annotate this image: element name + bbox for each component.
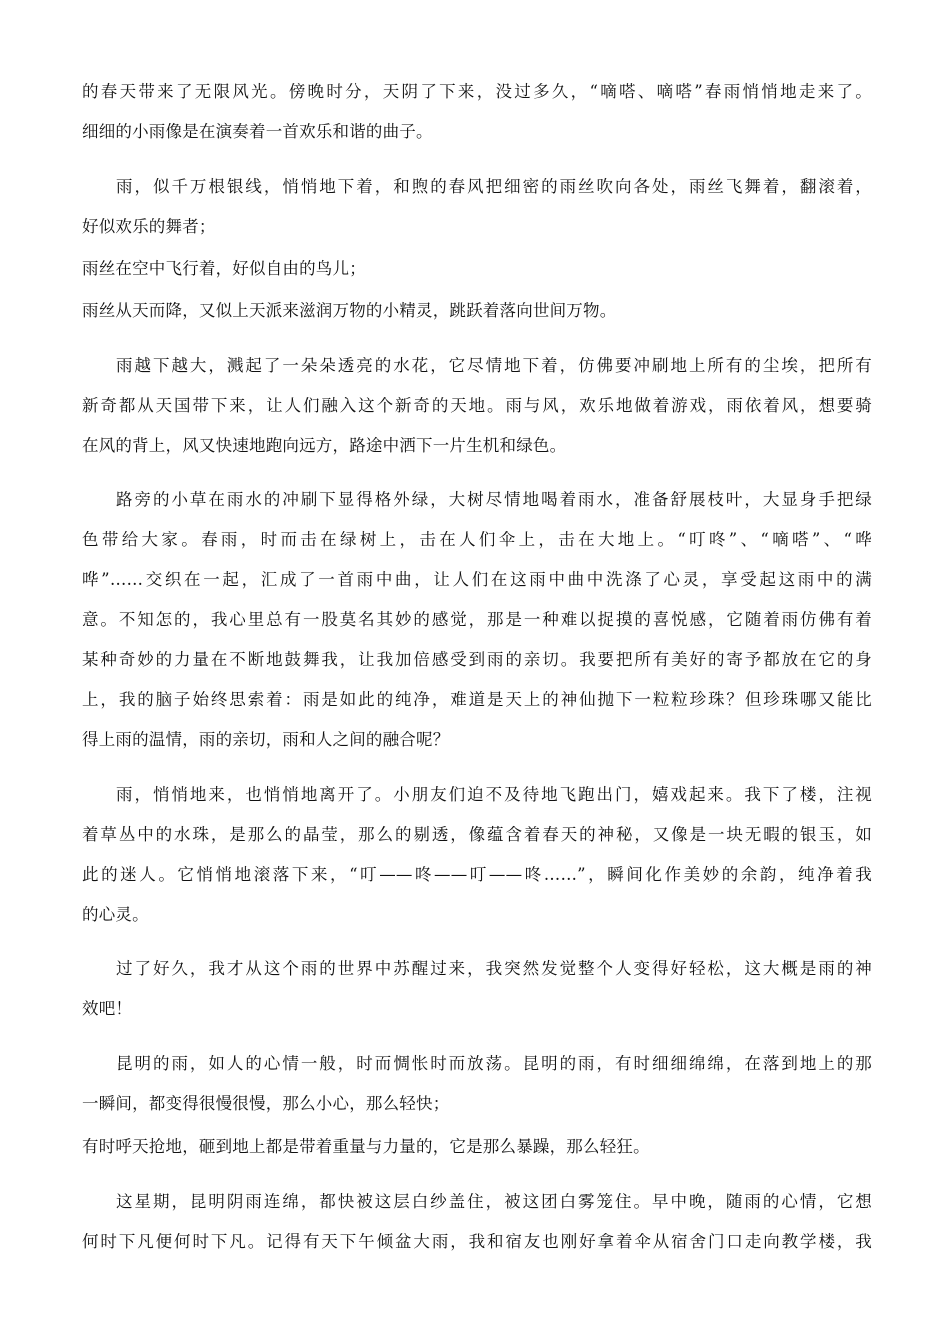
text-line: 在风的背上，风又快速地跑向远方，路途中洒下一片生机和绿色。 (82, 436, 567, 455)
text-line: 这星期，昆明阴雨连绵，都快被这层白纱盖住，被这团白雾笼住。早中晚，随雨的心情，它想 (116, 1192, 872, 1211)
text-line: 细细的小雨像是在演奏着一首欢乐和谐的曲子。 (82, 122, 433, 141)
text-line: 色带给大家。春雨，时而击在绿树上，击在人们伞上，击在大地上。“叮咚”、“嘀嗒”、“哗 (82, 530, 872, 549)
text-line: 雨，似千万根银线，悄悄地下着，和煦的春风把细密的雨丝吹向各处，雨丝飞舞着，翻滚着， (116, 177, 872, 196)
text-line: 雨丝从天而降，又似上天派来滋润万物的小精灵，跳跃着落向世间万物。 (82, 301, 617, 320)
text-line: 得上雨的温情，雨的亲切，雨和人之间的融合呢？ (82, 730, 450, 749)
text-line: 路旁的小草在雨水的冲刷下显得格外绿，大树尽情地喝着雨水，准备舒展枝叶，大显身手把绿 (116, 490, 872, 509)
text-line: 雨越下越大，溅起了一朵朵透亮的水花，它尽情地下着，仿佛要冲刷地上所有的尘埃，把所有 (116, 356, 872, 375)
text-line: 昆明的雨，如人的心情一般，时而惆怅时而放荡。昆明的雨，有时细细绵绵，在落到地上的那 (116, 1054, 872, 1073)
text-line: 的心灵。 (82, 905, 149, 924)
text-line: 意。不知怎的，我心里总有一股莫名其妙的感觉，那是一种难以捉摸的喜悦感，它随着雨仿佛有着 (82, 610, 872, 629)
text-line: 一瞬间，都变得很慢很慢，那么小心，那么轻快； (82, 1094, 450, 1113)
text-line: 某种奇妙的力量在不断地鼓舞我，让我加倍感受到雨的亲切。我要把所有美好的寄予都放在它的身 (82, 650, 872, 669)
text-line: 上，我的脑子始终思索着：雨是如此的纯净，难道是天上的神仙抛下一粒粒珍珠？但珍珠哪又能比 (82, 690, 872, 709)
text-line: 雨，悄悄地来，也悄悄地离开了。小朋友们迫不及待地飞跑出门，嬉戏起来。我下了楼，注视 (116, 785, 872, 804)
text-line: 有时呼天抢地，砸到地上都是带着重量与力量的，它是那么暴躁，那么轻狂。 (82, 1137, 650, 1156)
text-line: 何时下凡便何时下凡。记得有天下午倾盆大雨，我和宿友也刚好拿着伞从宿舍门口走向教学楼，我 (82, 1232, 872, 1251)
text-line: 的春天带来了无限风光。傍晚时分，天阴了下来，没过多久，“嘀嗒、嘀嗒”春雨悄悄地走来了。 (82, 82, 872, 101)
text-line: 新奇都从天国带下来，让人们融入这个新奇的天地。雨与风，欢乐地做着游戏，雨依着风，想要骑 (82, 396, 872, 415)
text-line: 过了好久，我才从这个雨的世界中苏醒过来，我突然发觉整个人变得好轻松，这大概是雨的神 (116, 959, 872, 978)
text-line: 此的迷人。它悄悄地滚落下来，“叮——咚——叮——咚……”，瞬间化作美妙的余韵，纯净着我 (82, 865, 872, 884)
text-line: 着草丛中的水珠，是那么的晶莹，那么的剔透，像蕴含着春天的神秘，又像是一块无暇的银玉，如 (82, 825, 872, 844)
text-line: 哗”……交织在一起，汇成了一首雨中曲，让人们在这雨中曲中洗涤了心灵，享受起这雨中的满 (82, 570, 872, 589)
text-line: 好似欢乐的舞者； (82, 217, 216, 236)
text-line: 雨丝在空中飞行着，好似自由的鸟儿； (82, 259, 366, 278)
text-line: 效吧！ (82, 999, 133, 1018)
